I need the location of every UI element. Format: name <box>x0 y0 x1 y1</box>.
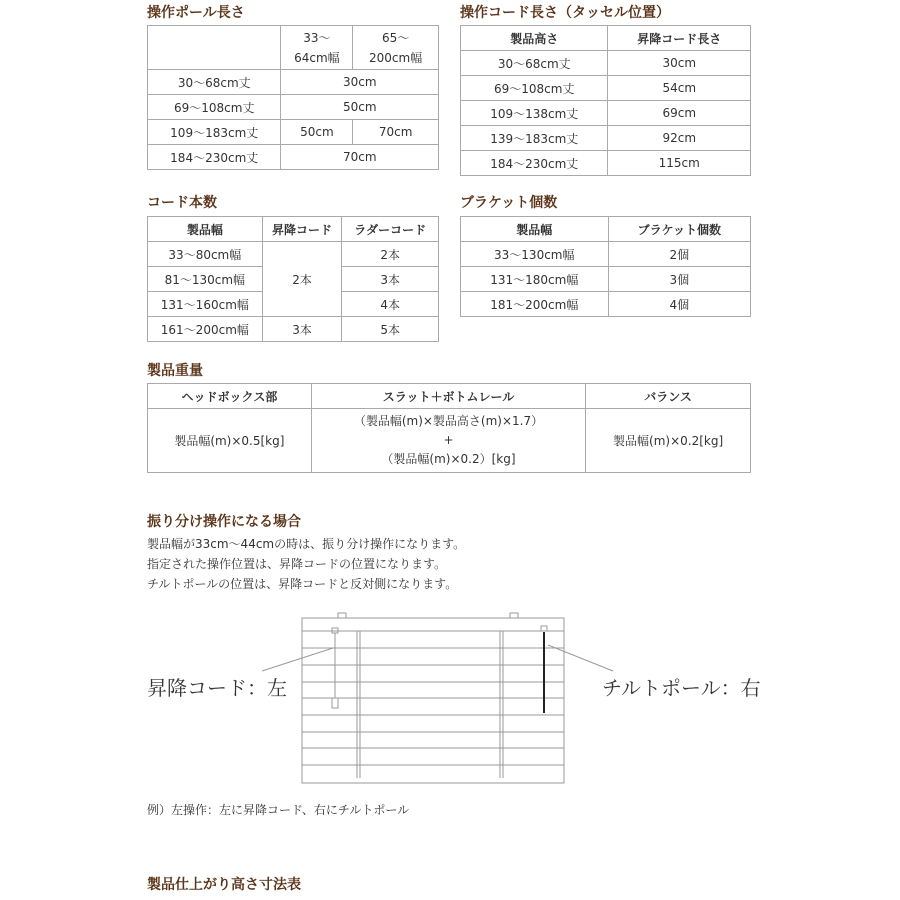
pole-length-value: 70cm <box>353 120 439 145</box>
split-operation-example: 例）左操作：左に昇降コード、右にチルトポール <box>147 803 410 817</box>
bracket-count-heading: ブラケット個数 <box>460 195 558 211</box>
split-operation-line: チルトポールの位置は、昇降コードと反対側になります。 <box>147 577 458 591</box>
cord-count-ladder: 3本 <box>342 267 439 292</box>
split-operation-line: 製品幅が33cm～44cmの時は、振り分け操作になります。 <box>147 537 466 551</box>
cord-count-ladder: 4本 <box>342 292 439 317</box>
weight-headbox-formula: 製品幅(m)×0.5[kg] <box>148 409 312 473</box>
lift-cord-top <box>332 628 338 633</box>
bracket-count-width: 33～130cm幅 <box>461 242 609 267</box>
cord-count-table <box>147 216 439 342</box>
tilt-pole-top <box>541 626 547 631</box>
cord-count-lift-merged: 2本 <box>262 242 342 317</box>
weight-slat-formula: （製品幅(m)×製品高さ(m)×1.7） + （製品幅(m)×0.2）[kg] <box>311 409 585 473</box>
bracket-count-width: 131～180cm幅 <box>461 267 609 292</box>
bracket-count-width: 181～200cm幅 <box>461 292 609 317</box>
pole-length-row-label: 69～108cm丈 <box>148 95 281 120</box>
tassel <box>332 698 338 708</box>
cord-length-header-height: 製品高さ <box>461 26 608 51</box>
cord-count-width: 161～200cm幅 <box>148 317 263 342</box>
pole-length-col-header-1: 33～ 64cm幅 <box>281 26 353 70</box>
cord-count-header-ladder: ラダーコード <box>342 217 439 242</box>
split-operation-line: 指定された操作位置は、昇降コードの位置になります。 <box>147 557 447 571</box>
cord-count-ladder: 5本 <box>342 317 439 342</box>
cord-count-width: 81～130cm幅 <box>148 267 263 292</box>
pole-length-value: 50cm <box>281 95 439 120</box>
cord-length-table <box>460 25 751 176</box>
weight-header-headbox: ヘッドボックス部 <box>148 384 312 409</box>
bracket-count-value: 3個 <box>608 267 750 292</box>
bracket <box>510 613 518 618</box>
cord-length-height: 69～108cm丈 <box>461 76 608 101</box>
weight-table <box>147 383 751 473</box>
bracket-count-header-width: 製品幅 <box>461 217 609 242</box>
left-leader-line <box>262 648 333 671</box>
cord-count-lift: 3本 <box>262 317 342 342</box>
cord-count-header-lift: 昇降コード <box>262 217 342 242</box>
pole-length-row-label: 184～230cm丈 <box>148 145 281 170</box>
split-operation-heading: 振り分け操作になる場合 <box>147 514 301 530</box>
pole-length-empty-cell <box>148 26 281 70</box>
pole-length-value: 30cm <box>281 70 439 95</box>
cord-count-heading: コード本数 <box>147 195 217 211</box>
cord-length-value: 69cm <box>608 101 751 126</box>
cord-count-ladder: 2本 <box>342 242 439 267</box>
cord-length-value: 115cm <box>608 151 751 176</box>
weight-header-valance: バランス <box>586 384 751 409</box>
pole-length-col-header-2: 65～ 200cm幅 <box>353 26 439 70</box>
bracket <box>338 613 346 618</box>
bracket-count-value: 2個 <box>608 242 750 267</box>
weight-valance-formula: 製品幅(m)×0.2[kg] <box>586 409 751 473</box>
weight-heading: 製品重量 <box>147 363 203 379</box>
cord-length-value: 30cm <box>608 51 751 76</box>
cord-length-height: 184～230cm丈 <box>461 151 608 176</box>
pole-length-table <box>147 25 439 170</box>
cord-length-value: 92cm <box>608 126 751 151</box>
bracket-count-table <box>460 216 751 317</box>
pole-length-value: 70cm <box>281 145 439 170</box>
cord-count-header-width: 製品幅 <box>148 217 263 242</box>
pole-length-row-label: 109～183cm丈 <box>148 120 281 145</box>
finish-height-heading: 製品仕上がり高さ寸法表 <box>147 877 301 893</box>
bracket-count-header-count: ブラケット個数 <box>608 217 750 242</box>
bracket-count-value: 4個 <box>608 292 750 317</box>
cord-count-width: 33～80cm幅 <box>148 242 263 267</box>
cord-length-header-length: 昇降コード長さ <box>608 26 751 51</box>
cord-length-height: 30～68cm丈 <box>461 51 608 76</box>
pole-length-value: 50cm <box>281 120 353 145</box>
cord-length-height: 139～183cm丈 <box>461 126 608 151</box>
cord-length-value: 54cm <box>608 76 751 101</box>
cord-length-heading: 操作コード長さ（タッセル位置） <box>460 5 670 21</box>
cord-length-height: 109～138cm丈 <box>461 101 608 126</box>
right-leader-line <box>548 645 613 671</box>
pole-length-heading: 操作ポール長さ <box>147 5 245 21</box>
tilt-pole-right-label: チルトポール：右 <box>602 676 761 700</box>
pole-length-row-label: 30～68cm丈 <box>148 70 281 95</box>
cord-count-width: 131～160cm幅 <box>148 292 263 317</box>
weight-header-slat: スラット＋ボトムレール <box>311 384 585 409</box>
blind-frame <box>302 618 564 783</box>
lift-cord-left-label: 昇降コード：左 <box>147 676 287 700</box>
